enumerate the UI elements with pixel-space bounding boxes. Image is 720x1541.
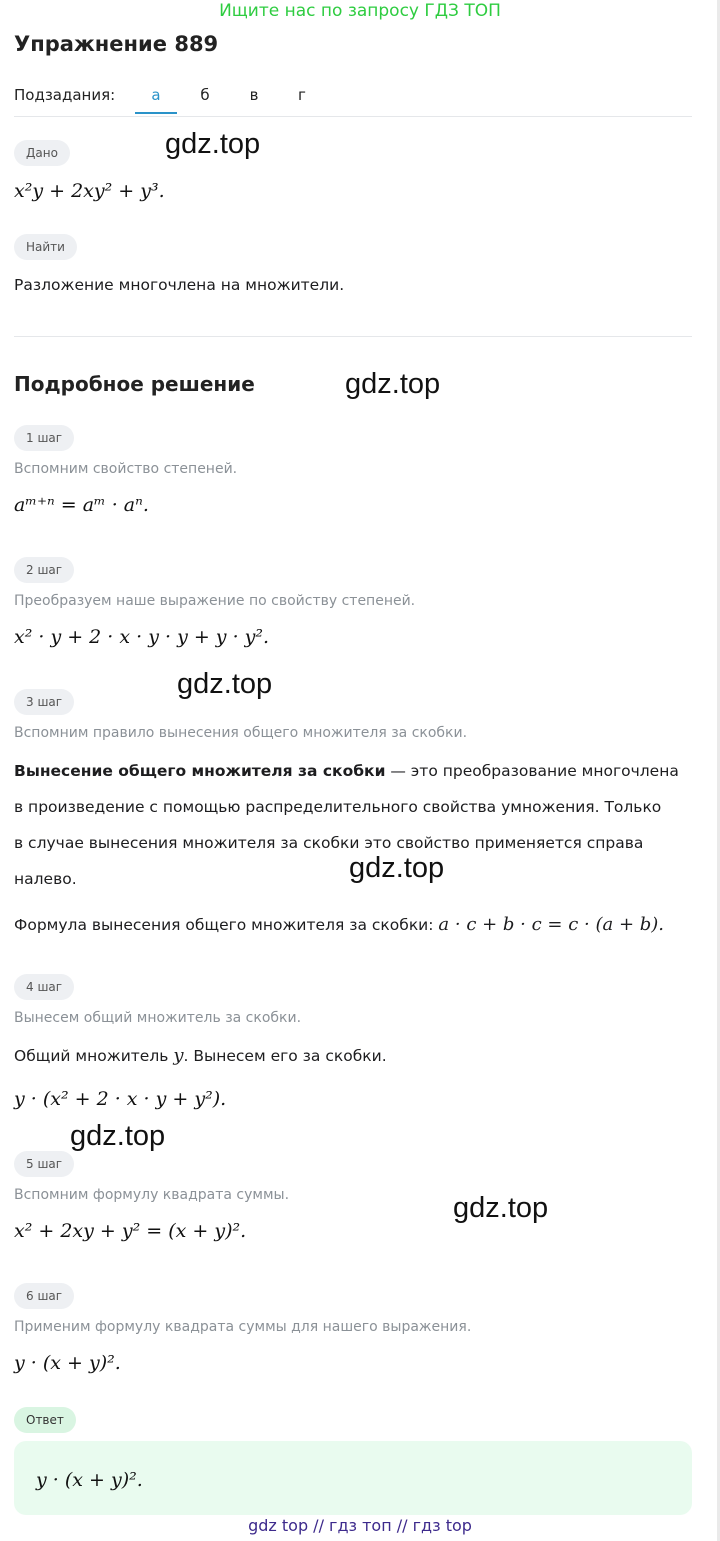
definition-term: Вынесение общего множителя за скобки [14, 762, 386, 780]
divider [14, 116, 692, 117]
step-3-formula: a · c + b · c = c · (a + b). [438, 914, 665, 935]
step-6-badge: 6 шаг [14, 1283, 74, 1309]
step-1-badge: 1 шаг [14, 425, 74, 451]
given-expression: x²y + 2xy² + y³. [14, 180, 165, 202]
answer-box [14, 1441, 692, 1515]
find-badge: Найти [14, 234, 77, 260]
text-part: Общий множитель [14, 1047, 169, 1065]
step-6-formula: y · (x + y)². [14, 1352, 121, 1374]
find-text: Разложение многочлена на множители. [14, 276, 345, 294]
step-1-hint: Вспомним свойство степеней. [14, 461, 238, 477]
answer-formula: y · (x + y)². [36, 1469, 143, 1491]
tab-subtask-b[interactable]: б [200, 86, 210, 104]
search-banner: Ищите нас по запросу ГДЗ ТОП [219, 1, 501, 21]
step-4-badge: 4 шаг [14, 974, 74, 1000]
step-2-formula: x² · y + 2 · x · y · y + y · y². [14, 626, 270, 648]
text-part: . Вынесем его за скобки. [183, 1047, 387, 1065]
formula-label: Формула вынесения общего множителя за скобки: [14, 916, 434, 934]
step-3-definition [14, 753, 679, 897]
step-4-hint: Вынесем общий множитель за скобки. [14, 1010, 302, 1026]
watermark: gdz.top [349, 852, 445, 884]
definition-line: налево. [14, 870, 77, 888]
tab-subtask-v[interactable]: в [249, 86, 259, 104]
definition-line: — это преобразование многочлена [390, 762, 679, 780]
step-2-hint: Преобразуем наше выражение по свойству степеней. [14, 593, 416, 609]
watermark: gdz.top [70, 1120, 166, 1152]
step-4-formula: y · (x² + 2 · x · y + y²). [14, 1088, 227, 1110]
divider [14, 336, 692, 337]
step-3-hint: Вспомним правило вынесения общего множителя за скобки. [14, 725, 468, 741]
solution-title: Подробное решение [14, 372, 255, 396]
watermark: gdz.top [165, 128, 261, 160]
step-1-formula: aᵐ⁺ⁿ = aᵐ · aⁿ. [14, 494, 149, 516]
variable: y [173, 1045, 184, 1066]
footer-links[interactable]: gdz top // гдз топ // гдз top [248, 1516, 472, 1535]
definition-line: в произведение с помощью распределительного свойства умножения. Только [14, 798, 662, 816]
watermark: gdz.top [345, 368, 441, 400]
step-5-badge: 5 шаг [14, 1151, 74, 1177]
step-3-formula-row [14, 914, 664, 935]
watermark: gdz.top [453, 1192, 549, 1224]
tab-subtask-g[interactable]: г [298, 86, 306, 104]
step-4-text [14, 1045, 387, 1066]
tab-subtask-a[interactable]: а [151, 86, 161, 104]
step-5-hint: Вспомним формулу квадрата суммы. [14, 1187, 290, 1203]
given-badge: Дано [14, 140, 70, 166]
page-title: Упражнение 889 [14, 32, 219, 56]
step-6-hint: Применим формулу квадрата суммы для нашего выражения. [14, 1319, 472, 1335]
active-tab-indicator [135, 112, 177, 114]
subtasks-label: Подзадания: [14, 86, 116, 104]
watermark: gdz.top [177, 668, 273, 700]
step-5-formula: x² + 2xy + y² = (x + y)². [14, 1220, 247, 1242]
step-3-badge: 3 шаг [14, 689, 74, 715]
step-2-badge: 2 шаг [14, 557, 74, 583]
answer-badge: Ответ [14, 1407, 76, 1433]
definition-line: в случае вынесения множителя за скобки это свойство применяется справа [14, 834, 644, 852]
